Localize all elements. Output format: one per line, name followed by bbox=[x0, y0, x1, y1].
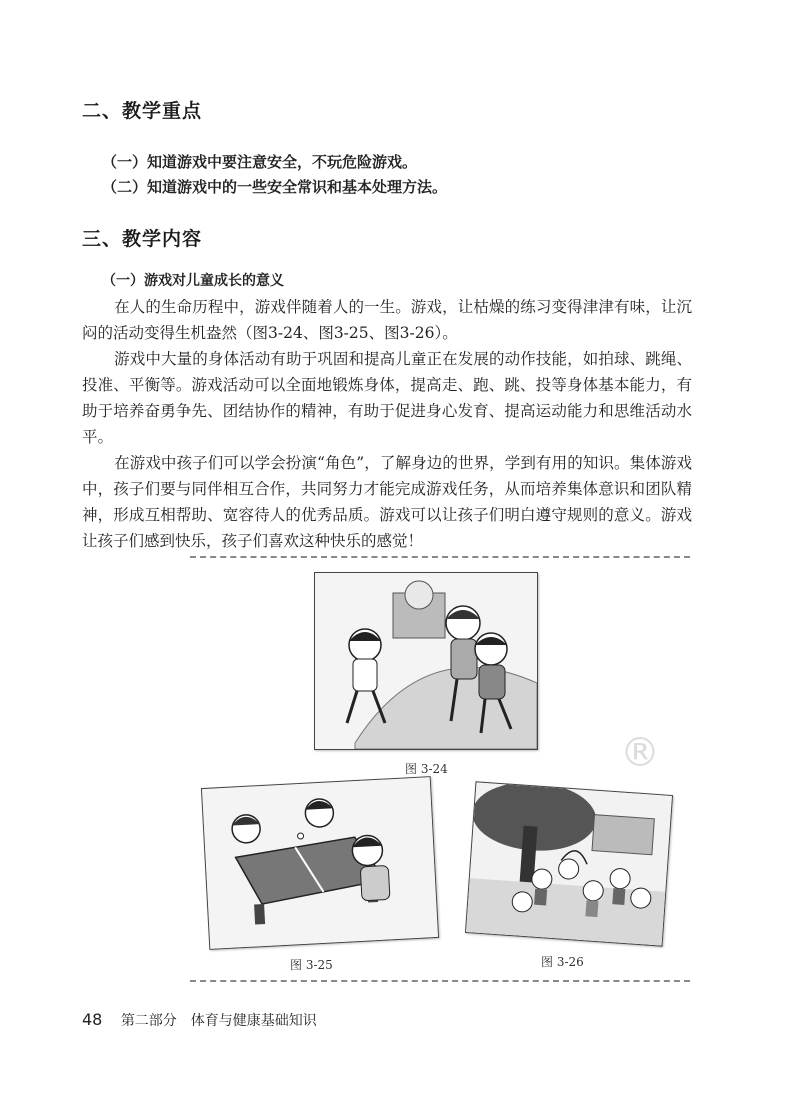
figure-3-25-caption: 图 3-25 bbox=[290, 958, 333, 972]
children-playing-table-tennis-image bbox=[202, 777, 438, 949]
children-playing-outdoors-image bbox=[315, 573, 537, 749]
figure-3-24-illustration bbox=[314, 572, 538, 750]
page-number: 48 bbox=[82, 1010, 103, 1029]
registered-trademark-watermark: ® bbox=[620, 730, 660, 776]
dashed-separator-bottom bbox=[190, 980, 690, 982]
subsection-heading-game-significance: （一）游戏对儿童成长的意义 bbox=[102, 273, 284, 289]
figure-3-26-illustration bbox=[465, 781, 673, 946]
focus-point-1: （一）知道游戏中要注意安全，不玩危险游戏。 bbox=[102, 153, 418, 171]
figure-3-25-illustration bbox=[201, 776, 439, 950]
children-playing-under-tree-image bbox=[466, 782, 672, 945]
figure-3-24-caption: 图 3-24 bbox=[405, 762, 448, 776]
paragraph-1: 在人的生命历程中，游戏伴随着人的一生。游戏，让枯燥的练习变得津津有味，让沉闷的活动变得生机盎然（图3-24、图3-25、图3-26）。 bbox=[82, 298, 692, 342]
page-footer bbox=[82, 1010, 317, 1030]
focus-point-2: （二）知道游戏中的一些安全常识和基本处理方法。 bbox=[102, 178, 448, 196]
paragraph-2: 游戏中大量的身体活动有助于巩固和提高儿童正在发展的动作技能，如拍球、跳绳、投准、平衡等。游戏活动可以全面地锻炼身体，提高走、跑、跳、投等身体基本能力，有助于培养奋勇争先、团结协作的精神，有助于促进身心发育、提高运动能力和思维活动水平。 bbox=[82, 350, 692, 446]
dashed-separator-top bbox=[190, 556, 690, 558]
paragraph-3: 在游戏中孩子们可以学会扮演“角色”，了解身边的世界，学到有用的知识。集体游戏中，孩子们要与同伴相互合作，共同努力才能完成游戏任务，从而培养集体意识和团队精神，形成互相帮助、宽容待人的优秀品质。游戏可以让孩子们明白遵守规则的意义。游戏让孩子们感到快乐，孩子们喜欢这种快乐的感觉！ bbox=[82, 454, 692, 550]
figure-3-26-caption: 图 3-26 bbox=[541, 955, 584, 969]
section-heading-teaching-focus: 二、教学重点 bbox=[82, 100, 203, 122]
section-heading-teaching-content: 三、教学内容 bbox=[82, 228, 203, 250]
running-section-title: 第二部分 体育与健康基础知识 bbox=[120, 1013, 317, 1029]
